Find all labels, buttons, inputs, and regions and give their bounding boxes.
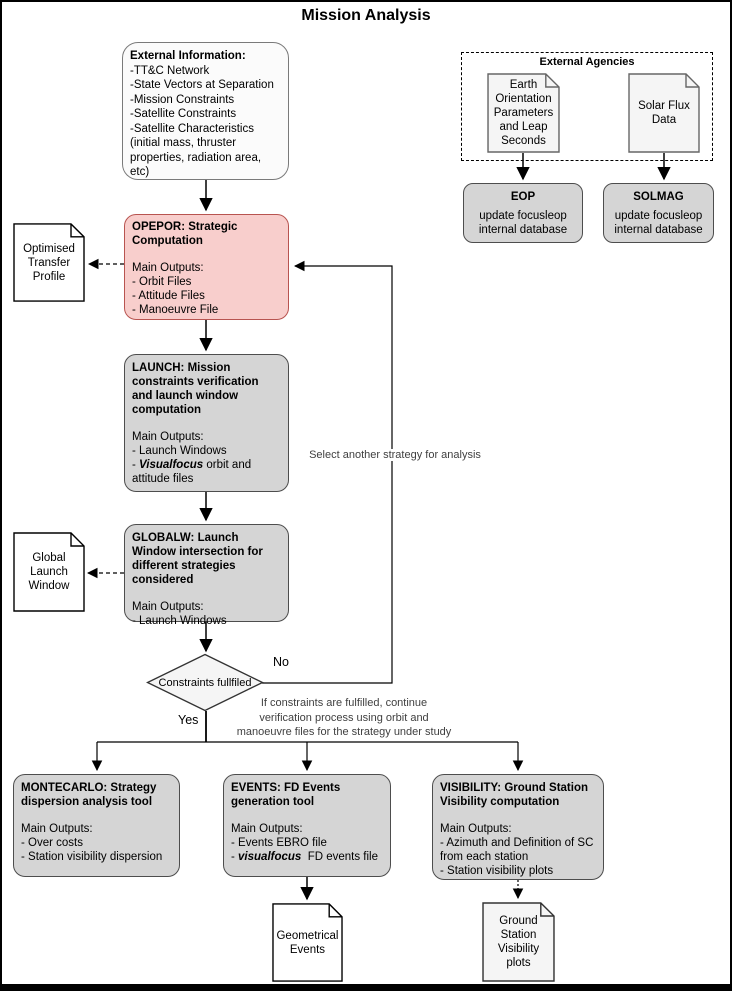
yes-branch-label: Yes [178, 713, 199, 727]
opepor-box [124, 214, 289, 320]
box-heading: VISIBILITY: Ground Station Visibility computation [440, 782, 589, 808]
text-line: - Over costs [21, 837, 83, 849]
page-title: Mission Analysis [301, 7, 431, 24]
text-line: Main Outputs: [231, 823, 303, 835]
text-line: Main Outputs: [132, 262, 204, 274]
text-line: -Satellite Constraints [130, 108, 237, 120]
box-heading: SOLMAG [633, 191, 684, 203]
globalw-box [124, 524, 289, 627]
loop-edge-label: Select another strategy for analysis [306, 449, 484, 461]
box-heading: OPEPOR: Strategic Computation [132, 221, 238, 247]
doc-label: Earth Orientation Parameters and Leap Seconds [493, 79, 554, 147]
doc-label: Optimised Transfer Profile [23, 242, 75, 283]
text-line: - Events EBRO file [231, 837, 327, 849]
text-line: -State Vectors at Separation [130, 79, 274, 91]
text-line: Main Outputs: [440, 823, 512, 835]
text-line: -TT&C Network [130, 64, 210, 77]
text-line: - Visualfocus orbit and attitude files [132, 459, 255, 485]
text-line: - Launch Windows [132, 445, 227, 457]
text-line: update focusleop internal database [614, 210, 703, 236]
text-line: - Manoeuvre File [132, 304, 219, 316]
box-heading: EOP [510, 191, 536, 203]
box-heading: External Information: [130, 50, 246, 62]
eop-box [463, 183, 583, 243]
box-heading: LAUNCH: Mission constraints verification and launch window computation [132, 362, 259, 416]
geometrical-events-doc [272, 903, 343, 982]
box-heading: GLOBALW: Launch Window intersection for different strategies considered [132, 532, 263, 586]
doc-label: Solar Flux Data [638, 100, 690, 126]
doc-label: Ground Station Visibility plots [497, 915, 540, 969]
box-heading: EVENTS: FD Events generation tool [231, 782, 341, 808]
visibility-box [432, 774, 604, 880]
montecarlo-box [13, 774, 180, 877]
text-line: - Azimuth and Definition of SC from each station [440, 837, 594, 863]
text-line: - visualfocus FD events file [231, 851, 379, 863]
global-launch-window-doc [13, 532, 85, 612]
text-line: update focusleop internal database [478, 210, 568, 236]
text-line: Main Outputs: [21, 823, 93, 835]
text-line: -Mission Constraints [130, 93, 235, 106]
doc-label: Geometrical Events [276, 929, 339, 956]
events-box [223, 774, 391, 877]
text-line: - Station visibility plots [440, 865, 554, 877]
text-line: - Orbit Files [132, 276, 192, 288]
eop-parameters-doc [487, 73, 560, 153]
group-label: External Agencies [539, 56, 635, 68]
doc-label: Global Launch Window [28, 552, 70, 592]
text-line: - Attitude Files [132, 290, 205, 302]
solar-flux-doc [628, 73, 700, 153]
ground-station-visibility-doc [482, 902, 555, 982]
text-line: Main Outputs: [132, 601, 204, 613]
text-line: - Launch Windows [132, 615, 227, 627]
text-line: Main Outputs: [132, 431, 204, 443]
launch-box [124, 354, 289, 492]
no-branch-label: No [273, 655, 289, 669]
text-line: -Satellite Characteristics (initial mass, thruster properties, radiation area, etc) [130, 122, 262, 178]
external-information-box [122, 42, 289, 180]
continue-note-label: If constraints are fulfilled, continue verification process using orbit and manoeuvre files for the strategy under study [236, 697, 452, 738]
optimised-transfer-doc [13, 223, 85, 302]
solmag-box [603, 183, 714, 243]
text-line: - Station visibility dispersion [21, 851, 163, 863]
decision-label: Constraints fullfiled [158, 676, 252, 689]
box-heading: MONTECARLO: Strategy dispersion analysis tool [21, 782, 157, 808]
